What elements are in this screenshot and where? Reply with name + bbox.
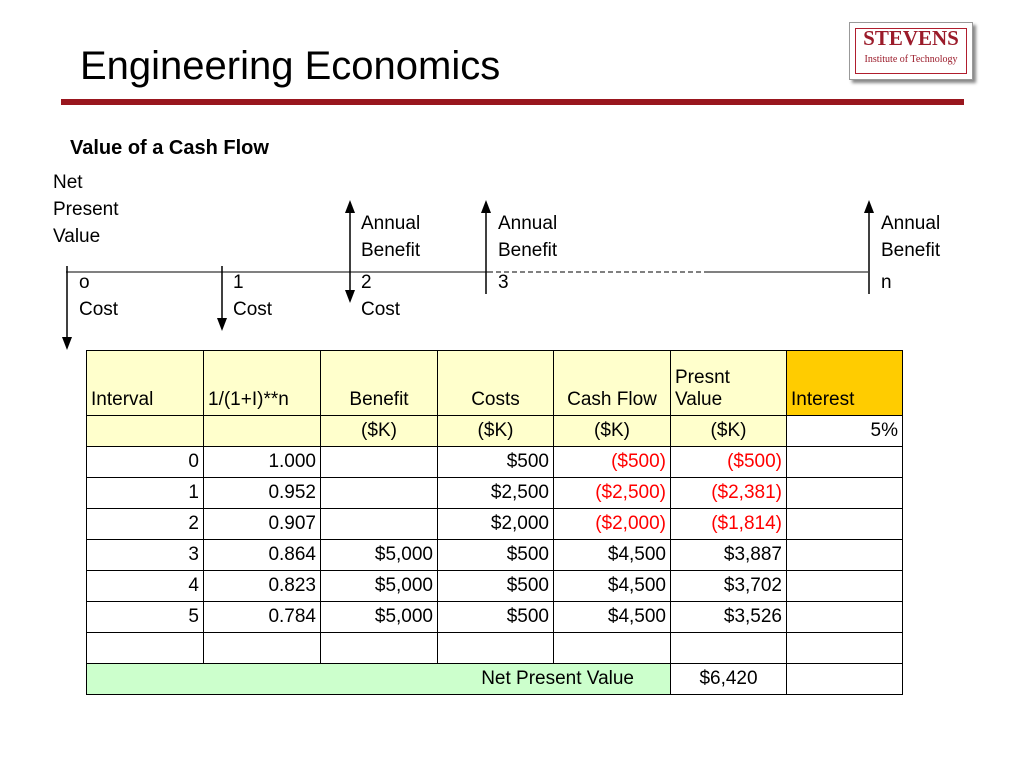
cell-interest [787, 509, 903, 540]
table-row [87, 447, 903, 478]
table-row [87, 509, 903, 540]
cell-interval: 3 [87, 540, 204, 571]
cell-pv: $3,887 [671, 540, 787, 571]
npv-label-line3: Value [53, 226, 101, 247]
cell-factor: 0.907 [204, 509, 321, 540]
benefit-arrow-3-head [481, 200, 491, 213]
cell-cash-flow: $4,500 [554, 602, 671, 633]
units-benefit: ($K) [321, 416, 438, 447]
units-costs: ($K) [438, 416, 554, 447]
cost-label-1: Cost [233, 299, 273, 320]
cell-factor: 0.864 [204, 540, 321, 571]
cost-arrow-2-head [345, 290, 355, 303]
cell-interval: 0 [87, 447, 204, 478]
benefit-label-2-line1: Annual [361, 213, 421, 234]
npv-label-line2: Present [53, 199, 119, 220]
cell-interest [787, 571, 903, 602]
cell-benefit [321, 447, 438, 478]
cash-flow-table [86, 350, 903, 695]
benefit-label-3-line2: Benefit [498, 240, 558, 261]
benefit-arrow-2-head [345, 200, 355, 213]
header-pv-line1: Presnt [675, 367, 730, 388]
cell-factor: 0.823 [204, 571, 321, 602]
npv-label-line1: Net [53, 172, 83, 193]
period-label-2: 2 [361, 272, 372, 293]
cell-factor: 0.952 [204, 478, 321, 509]
units-row [87, 416, 903, 447]
cell-benefit: $5,000 [321, 540, 438, 571]
units-interval [87, 416, 204, 447]
blank-cell [438, 633, 554, 664]
cell-costs: $2,000 [438, 509, 554, 540]
cell-pv: ($500) [671, 447, 787, 478]
cell-cash-flow: $4,500 [554, 540, 671, 571]
period-label-0: o [79, 272, 90, 293]
header-costs: Costs [438, 351, 554, 416]
cell-cash-flow: ($2,000) [554, 509, 671, 540]
benefit-label-2-line2: Benefit [361, 240, 421, 261]
cash-flow-diagram [0, 0, 1024, 350]
npv-label: Net Present Value [87, 664, 671, 695]
cell-costs: $500 [438, 571, 554, 602]
cost-label-2: Cost [361, 299, 401, 320]
header-interest: Interest [787, 351, 903, 416]
header-factor: 1/(1+I)**n [204, 351, 321, 416]
cell-costs: $500 [438, 447, 554, 478]
cell-interval: 5 [87, 602, 204, 633]
cell-benefit [321, 478, 438, 509]
benefit-label-n-line2: Benefit [881, 240, 941, 261]
period-label-n: n [881, 272, 892, 293]
cell-benefit: $5,000 [321, 571, 438, 602]
cost-arrow-1-head [217, 318, 227, 331]
period-label-3: 3 [498, 272, 509, 293]
header-cash-flow: Cash Flow [554, 351, 671, 416]
table-row [87, 571, 903, 602]
header-present-value [671, 351, 787, 416]
blank-cell [204, 633, 321, 664]
interest-rate-value[interactable]: 5% [787, 416, 903, 447]
cell-benefit [321, 509, 438, 540]
header-interval: Interval [87, 351, 204, 416]
cell-factor: 1.000 [204, 447, 321, 478]
npv-row [87, 664, 903, 695]
blank-row [87, 633, 903, 664]
cell-interval: 2 [87, 509, 204, 540]
cell-cash-flow: $4,500 [554, 571, 671, 602]
section-subtitle: Value of a Cash Flow [70, 137, 269, 159]
cell-interval: 4 [87, 571, 204, 602]
blank-cell [554, 633, 671, 664]
cell-pv: $3,702 [671, 571, 787, 602]
benefit-arrow-n-head [864, 200, 874, 213]
cell-pv: $3,526 [671, 602, 787, 633]
cell-interest [787, 602, 903, 633]
table-row [87, 540, 903, 571]
cell-interval: 1 [87, 478, 204, 509]
benefit-label-3-line1: Annual [498, 213, 558, 234]
cell-cash-flow: ($500) [554, 447, 671, 478]
blank-cell [787, 633, 903, 664]
units-pv: ($K) [671, 416, 787, 447]
logo-name: STEVENS [863, 26, 959, 50]
cell-pv: ($1,814) [671, 509, 787, 540]
header-benefit: Benefit [321, 351, 438, 416]
cost-label-0: Cost [79, 299, 119, 320]
cell-costs: $500 [438, 602, 554, 633]
benefit-label-n-line1: Annual [881, 213, 941, 234]
cell-factor: 0.784 [204, 602, 321, 633]
blank-cell [321, 633, 438, 664]
header-pv-line2: Value [675, 389, 723, 410]
units-factor [204, 416, 321, 447]
cell-benefit: $5,000 [321, 602, 438, 633]
cell-costs: $2,500 [438, 478, 554, 509]
cell-interest [787, 478, 903, 509]
npv-arrow-head [62, 337, 72, 350]
cell-interest [787, 447, 903, 478]
blank-cell [87, 633, 204, 664]
blank-cell [671, 633, 787, 664]
slide-title: Engineering Economics [80, 44, 501, 88]
period-label-1: 1 [233, 272, 244, 293]
cell-costs: $500 [438, 540, 554, 571]
table-row [87, 478, 903, 509]
units-cash-flow: ($K) [554, 416, 671, 447]
table-row [87, 602, 903, 633]
cell-interest [787, 540, 903, 571]
cell-pv: ($2,381) [671, 478, 787, 509]
logo-subtitle: Institute of Technology [864, 54, 958, 65]
cell-cash-flow: ($2,500) [554, 478, 671, 509]
npv-interest-cell [787, 664, 903, 695]
npv-value: $6,420 [671, 664, 787, 695]
